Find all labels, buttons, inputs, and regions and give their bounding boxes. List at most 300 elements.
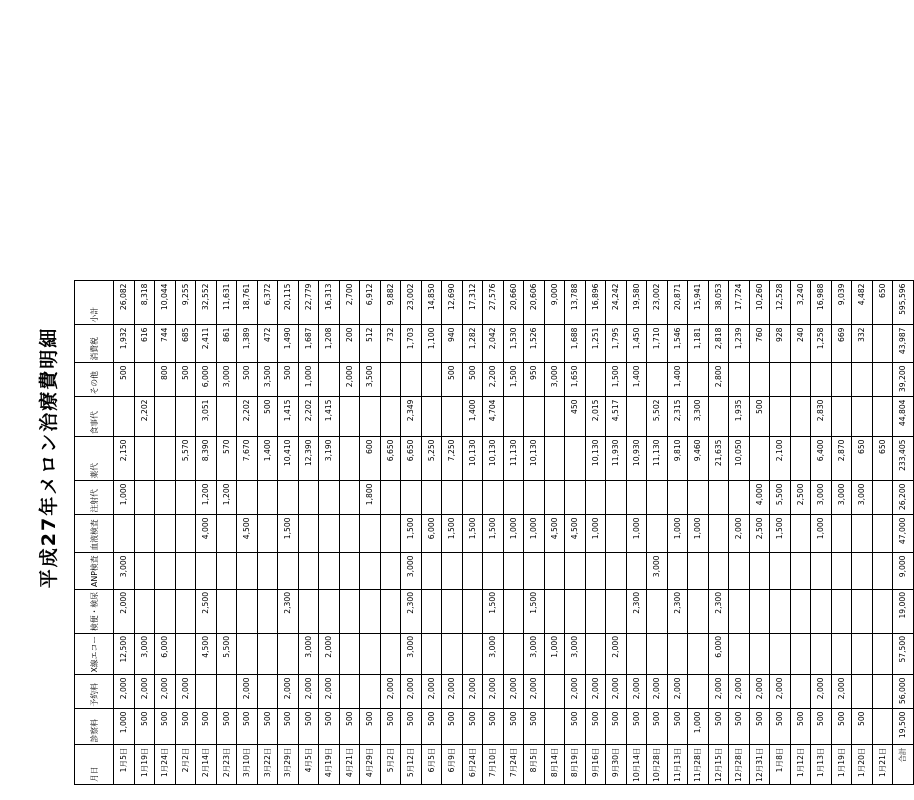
amount-cell: 2,000 — [401, 675, 422, 709]
amount-cell: 500 — [278, 709, 299, 745]
amount-cell: 500 — [442, 363, 463, 397]
amount-cell — [749, 437, 770, 481]
amount-cell: 732 — [380, 325, 401, 363]
column-header: 食事代 — [75, 397, 114, 437]
date-cell: 8月14日 — [544, 745, 565, 785]
amount-cell — [852, 553, 873, 589]
amount-cell: 1,200 — [196, 481, 217, 515]
amount-cell — [565, 553, 586, 589]
amount-cell — [852, 515, 873, 553]
amount-cell: 23,002 — [401, 281, 422, 325]
amount-cell — [729, 589, 750, 633]
amount-cell — [606, 589, 627, 633]
amount-cell — [585, 553, 606, 589]
amount-cell — [667, 553, 688, 589]
amount-cell — [401, 363, 422, 397]
amount-cell — [749, 633, 770, 675]
table-row — [647, 281, 668, 785]
amount-cell — [606, 515, 627, 553]
amount-cell: 8,390 — [196, 437, 217, 481]
date-cell: 12月15日 — [708, 745, 729, 785]
amount-cell: 500 — [606, 709, 627, 745]
amount-cell: 1,000 — [667, 515, 688, 553]
amount-cell — [544, 709, 565, 745]
amount-cell — [360, 589, 381, 633]
amount-cell: 9,000 — [544, 281, 565, 325]
amount-cell: 1,500 — [401, 515, 422, 553]
amount-cell — [544, 553, 565, 589]
amount-cell — [647, 515, 668, 553]
amount-cell — [872, 481, 893, 515]
amount-cell: 12,690 — [442, 281, 463, 325]
amount-cell: 500 — [852, 709, 873, 745]
amount-cell: 5,500 — [770, 481, 791, 515]
table-row — [708, 281, 729, 785]
amount-cell: 500 — [565, 709, 586, 745]
amount-cell: 4,704 — [483, 397, 504, 437]
amount-cell — [462, 633, 483, 675]
amount-cell — [196, 675, 217, 709]
amount-cell: 20,871 — [667, 281, 688, 325]
amount-cell: 10,130 — [524, 437, 545, 481]
amount-cell — [421, 589, 442, 633]
amount-cell — [708, 553, 729, 589]
date-cell: 5月2日 — [380, 745, 401, 785]
amount-cell: 500 — [237, 709, 258, 745]
table-row — [831, 281, 852, 785]
amount-cell — [770, 397, 791, 437]
amount-cell — [134, 515, 155, 553]
amount-cell — [831, 397, 852, 437]
amount-cell — [257, 481, 278, 515]
amount-cell — [360, 397, 381, 437]
column-header: 血液検査 — [75, 515, 114, 553]
amount-cell: 2,000 — [298, 675, 319, 709]
amount-cell — [175, 633, 196, 675]
amount-cell — [380, 363, 401, 397]
amount-cell — [257, 589, 278, 633]
amount-cell: 500 — [503, 709, 524, 745]
amount-cell: 1,208 — [319, 325, 340, 363]
amount-cell: 500 — [770, 709, 791, 745]
amount-cell: 11,130 — [503, 437, 524, 481]
table-row — [790, 281, 811, 785]
amount-cell: 1,688 — [565, 325, 586, 363]
amount-cell: 1,000 — [114, 709, 135, 745]
amount-cell: 2,800 — [708, 363, 729, 397]
date-cell: 1月19日 — [831, 745, 852, 785]
amount-cell — [811, 553, 832, 589]
amount-cell: 16,988 — [811, 281, 832, 325]
amount-cell — [606, 481, 627, 515]
amount-cell — [298, 481, 319, 515]
date-cell: 6月9日 — [442, 745, 463, 785]
amount-cell — [319, 589, 340, 633]
amount-cell: 500 — [278, 363, 299, 397]
amount-cell: 2,000 — [708, 675, 729, 709]
amount-cell: 2,818 — [708, 325, 729, 363]
amount-cell — [790, 437, 811, 481]
amount-cell — [278, 481, 299, 515]
amount-cell: 2,202 — [237, 397, 258, 437]
amount-cell — [339, 515, 360, 553]
amount-cell: 4,000 — [749, 481, 770, 515]
date-cell: 1月21日 — [872, 745, 893, 785]
amount-cell: 3,000 — [565, 633, 586, 675]
amount-cell: 10,930 — [626, 437, 647, 481]
amount-cell: 2,315 — [667, 397, 688, 437]
amount-cell: 200 — [339, 325, 360, 363]
amount-cell: 2,000 — [237, 675, 258, 709]
amount-cell — [421, 363, 442, 397]
table-row — [339, 281, 360, 785]
amount-cell: 472 — [257, 325, 278, 363]
date-cell: 2月23日 — [216, 745, 237, 785]
amount-cell: 500 — [483, 709, 504, 745]
table-row — [729, 281, 750, 785]
amount-cell — [339, 437, 360, 481]
amount-cell: 2,830 — [811, 397, 832, 437]
amount-cell — [729, 633, 750, 675]
amount-cell: 500 — [708, 709, 729, 745]
amount-cell: 2,300 — [626, 589, 647, 633]
amount-cell: 1,546 — [667, 325, 688, 363]
amount-cell — [585, 589, 606, 633]
amount-cell — [360, 515, 381, 553]
amount-cell: 12,500 — [114, 633, 135, 675]
amount-cell — [647, 481, 668, 515]
amount-cell — [237, 481, 258, 515]
amount-cell — [729, 553, 750, 589]
table-row — [544, 281, 565, 785]
amount-cell: 26,200 — [893, 481, 914, 515]
amount-cell — [565, 437, 586, 481]
amount-cell — [749, 589, 770, 633]
amount-cell: 3,000 — [216, 363, 237, 397]
table-row — [278, 281, 299, 785]
amount-cell — [175, 481, 196, 515]
amount-cell — [278, 633, 299, 675]
amount-cell — [360, 675, 381, 709]
amount-cell: 1,400 — [626, 363, 647, 397]
amount-cell: 10,260 — [749, 281, 770, 325]
amount-cell: 43,987 — [893, 325, 914, 363]
amount-cell: 2,000 — [565, 675, 586, 709]
amount-cell — [688, 633, 709, 675]
date-cell: 10月14日 — [626, 745, 647, 785]
amount-cell: 3,500 — [360, 363, 381, 397]
amount-cell: 500 — [155, 709, 176, 745]
amount-cell — [155, 553, 176, 589]
table-row — [380, 281, 401, 785]
amount-cell: 1,490 — [278, 325, 299, 363]
amount-cell: 595,596 — [893, 281, 914, 325]
amount-cell: 744 — [155, 325, 176, 363]
amount-cell — [544, 675, 565, 709]
amount-cell — [544, 481, 565, 515]
amount-cell: 760 — [749, 325, 770, 363]
amount-cell: 240 — [790, 325, 811, 363]
amount-cell: 500 — [749, 397, 770, 437]
amount-cell — [524, 397, 545, 437]
amount-cell: 2,000 — [647, 675, 668, 709]
date-cell: 1月19日 — [134, 745, 155, 785]
amount-cell: 2,000 — [462, 675, 483, 709]
amount-cell: 500 — [257, 397, 278, 437]
date-cell: 8月5日 — [524, 745, 545, 785]
amount-cell — [134, 363, 155, 397]
table-row — [155, 281, 176, 785]
amount-cell: 4,500 — [565, 515, 586, 553]
amount-cell: 1,500 — [503, 363, 524, 397]
amount-cell: 1,687 — [298, 325, 319, 363]
amount-cell — [380, 481, 401, 515]
amount-cell: 1,500 — [442, 515, 463, 553]
amount-cell — [339, 589, 360, 633]
table-row — [401, 281, 422, 785]
amount-cell — [421, 553, 442, 589]
amount-cell — [442, 553, 463, 589]
amount-cell: 500 — [667, 709, 688, 745]
amount-cell — [319, 363, 340, 397]
amount-cell: 9,810 — [667, 437, 688, 481]
amount-cell: 2,042 — [483, 325, 504, 363]
amount-cell: 11,930 — [606, 437, 627, 481]
amount-cell: 7,250 — [442, 437, 463, 481]
amount-cell: 2,000 — [319, 633, 340, 675]
amount-cell: 2,000 — [729, 515, 750, 553]
amount-cell: 6,000 — [196, 363, 217, 397]
column-header: ANP検査 — [75, 553, 114, 589]
amount-cell: 1,450 — [626, 325, 647, 363]
amount-cell — [462, 481, 483, 515]
amount-cell — [380, 397, 401, 437]
amount-cell — [216, 589, 237, 633]
amount-cell — [503, 397, 524, 437]
amount-cell — [790, 363, 811, 397]
amount-cell — [790, 397, 811, 437]
amount-cell — [831, 633, 852, 675]
amount-cell — [319, 515, 340, 553]
amount-cell — [770, 553, 791, 589]
amount-cell: 3,000 — [483, 633, 504, 675]
amount-cell: 47,000 — [893, 515, 914, 553]
amount-cell: 6,372 — [257, 281, 278, 325]
amount-cell: 2,000 — [278, 675, 299, 709]
date-cell: 3月29日 — [278, 745, 299, 785]
amount-cell: 9,882 — [380, 281, 401, 325]
date-cell: 6月24日 — [462, 745, 483, 785]
amount-cell: 1,251 — [585, 325, 606, 363]
amount-cell: 233,405 — [893, 437, 914, 481]
amount-cell — [155, 515, 176, 553]
amount-cell: 800 — [155, 363, 176, 397]
amount-cell: 4,500 — [544, 515, 565, 553]
amount-cell: 2,300 — [401, 589, 422, 633]
amount-cell — [606, 553, 627, 589]
amount-cell: 57,500 — [893, 633, 914, 675]
amount-cell: 2,300 — [708, 589, 729, 633]
amount-cell: 19,500 — [893, 709, 914, 745]
amount-cell: 500 — [257, 709, 278, 745]
expense-table — [74, 281, 914, 786]
amount-cell — [749, 363, 770, 397]
amount-cell — [852, 589, 873, 633]
date-cell: 4月19日 — [319, 745, 340, 785]
amount-cell: 1,650 — [565, 363, 586, 397]
amount-cell: 20,115 — [278, 281, 299, 325]
amount-cell — [175, 553, 196, 589]
amount-cell — [872, 633, 893, 675]
amount-cell: 12,390 — [298, 437, 319, 481]
date-cell: 11月13日 — [667, 745, 688, 785]
date-cell: 12月31日 — [749, 745, 770, 785]
amount-cell: 500 — [237, 363, 258, 397]
amount-cell — [565, 589, 586, 633]
amount-cell — [380, 515, 401, 553]
amount-cell: 512 — [360, 325, 381, 363]
amount-cell — [544, 589, 565, 633]
table-row — [196, 281, 217, 785]
table-row — [626, 281, 647, 785]
amount-cell — [852, 633, 873, 675]
amount-cell — [483, 481, 504, 515]
amount-cell: 1,000 — [503, 515, 524, 553]
amount-cell: 2,000 — [585, 675, 606, 709]
amount-cell: 500 — [360, 709, 381, 745]
date-cell: 5月12日 — [401, 745, 422, 785]
amount-cell — [872, 397, 893, 437]
amount-cell: 4,482 — [852, 281, 873, 325]
date-cell: 1月13日 — [811, 745, 832, 785]
amount-cell — [770, 589, 791, 633]
rotated-sheet — [34, 130, 908, 785]
table-row — [360, 281, 381, 785]
amount-cell: 6,000 — [421, 515, 442, 553]
amount-cell — [770, 633, 791, 675]
amount-cell: 3,000 — [831, 481, 852, 515]
amount-cell: 2,000 — [114, 589, 135, 633]
amount-cell: 1,389 — [237, 325, 258, 363]
amount-cell: 3,240 — [790, 281, 811, 325]
amount-cell: 38,053 — [708, 281, 729, 325]
amount-cell: 26,082 — [114, 281, 135, 325]
amount-cell: 669 — [831, 325, 852, 363]
amount-cell — [257, 675, 278, 709]
amount-cell: 500 — [114, 363, 135, 397]
amount-cell: 1,415 — [278, 397, 299, 437]
amount-cell: 3,000 — [852, 481, 873, 515]
date-cell: 4月21日 — [339, 745, 360, 785]
amount-cell: 600 — [360, 437, 381, 481]
amount-cell: 500 — [729, 709, 750, 745]
amount-cell: 2,500 — [749, 515, 770, 553]
amount-cell: 1,000 — [544, 633, 565, 675]
amount-cell: 10,410 — [278, 437, 299, 481]
amount-cell: 500 — [216, 709, 237, 745]
amount-cell: 1,400 — [667, 363, 688, 397]
date-cell: 7月10日 — [483, 745, 504, 785]
amount-cell — [380, 633, 401, 675]
amount-cell: 20,660 — [503, 281, 524, 325]
amount-cell: 2,000 — [626, 675, 647, 709]
amount-cell — [790, 589, 811, 633]
amount-cell: 13,788 — [565, 281, 586, 325]
amount-cell — [667, 481, 688, 515]
date-cell: 6月5日 — [421, 745, 442, 785]
amount-cell: 861 — [216, 325, 237, 363]
amount-cell: 500 — [175, 709, 196, 745]
table-row — [483, 281, 504, 785]
amount-cell — [216, 553, 237, 589]
amount-cell: 500 — [134, 709, 155, 745]
amount-cell: 1,000 — [114, 481, 135, 515]
amount-cell: 2,000 — [134, 675, 155, 709]
amount-cell: 1,500 — [483, 515, 504, 553]
amount-cell — [442, 589, 463, 633]
amount-cell — [380, 553, 401, 589]
amount-cell — [339, 633, 360, 675]
amount-cell — [831, 363, 852, 397]
amount-cell: 2,300 — [667, 589, 688, 633]
amount-cell — [688, 675, 709, 709]
date-cell: 1月8日 — [770, 745, 791, 785]
date-cell: 10月28日 — [647, 745, 668, 785]
amount-cell: 1,400 — [462, 397, 483, 437]
amount-cell — [667, 633, 688, 675]
amount-cell — [175, 589, 196, 633]
amount-cell: 20,606 — [524, 281, 545, 325]
amount-cell: 500 — [749, 709, 770, 745]
date-cell: 4月29日 — [360, 745, 381, 785]
amount-cell: 10,044 — [155, 281, 176, 325]
amount-cell — [134, 481, 155, 515]
amount-cell — [421, 397, 442, 437]
table-row — [503, 281, 524, 785]
amount-cell — [257, 515, 278, 553]
table-row — [565, 281, 586, 785]
amount-cell — [155, 481, 176, 515]
amount-cell: 3,500 — [257, 363, 278, 397]
amount-cell: 2,015 — [585, 397, 606, 437]
amount-cell: 500 — [790, 709, 811, 745]
amount-cell: 2,000 — [503, 675, 524, 709]
table-row — [872, 281, 893, 785]
table-row — [770, 281, 791, 785]
amount-cell: 2,000 — [175, 675, 196, 709]
column-header: その他 — [75, 363, 114, 397]
amount-cell: 39,200 — [893, 363, 914, 397]
amount-cell: 24,242 — [606, 281, 627, 325]
amount-cell: 3,000 — [114, 553, 135, 589]
amount-cell — [278, 553, 299, 589]
amount-cell: 950 — [524, 363, 545, 397]
amount-cell: 2,000 — [442, 675, 463, 709]
amount-cell: 23,002 — [647, 281, 668, 325]
amount-cell: 6,400 — [811, 437, 832, 481]
amount-cell: 21,635 — [708, 437, 729, 481]
amount-cell — [401, 481, 422, 515]
amount-cell: 928 — [770, 325, 791, 363]
amount-cell — [319, 553, 340, 589]
table-row — [688, 281, 709, 785]
amount-cell — [729, 363, 750, 397]
table-row — [319, 281, 340, 785]
date-cell: 2月14日 — [196, 745, 217, 785]
amount-cell: 6,650 — [380, 437, 401, 481]
amount-cell — [852, 675, 873, 709]
amount-cell: 500 — [421, 709, 442, 745]
